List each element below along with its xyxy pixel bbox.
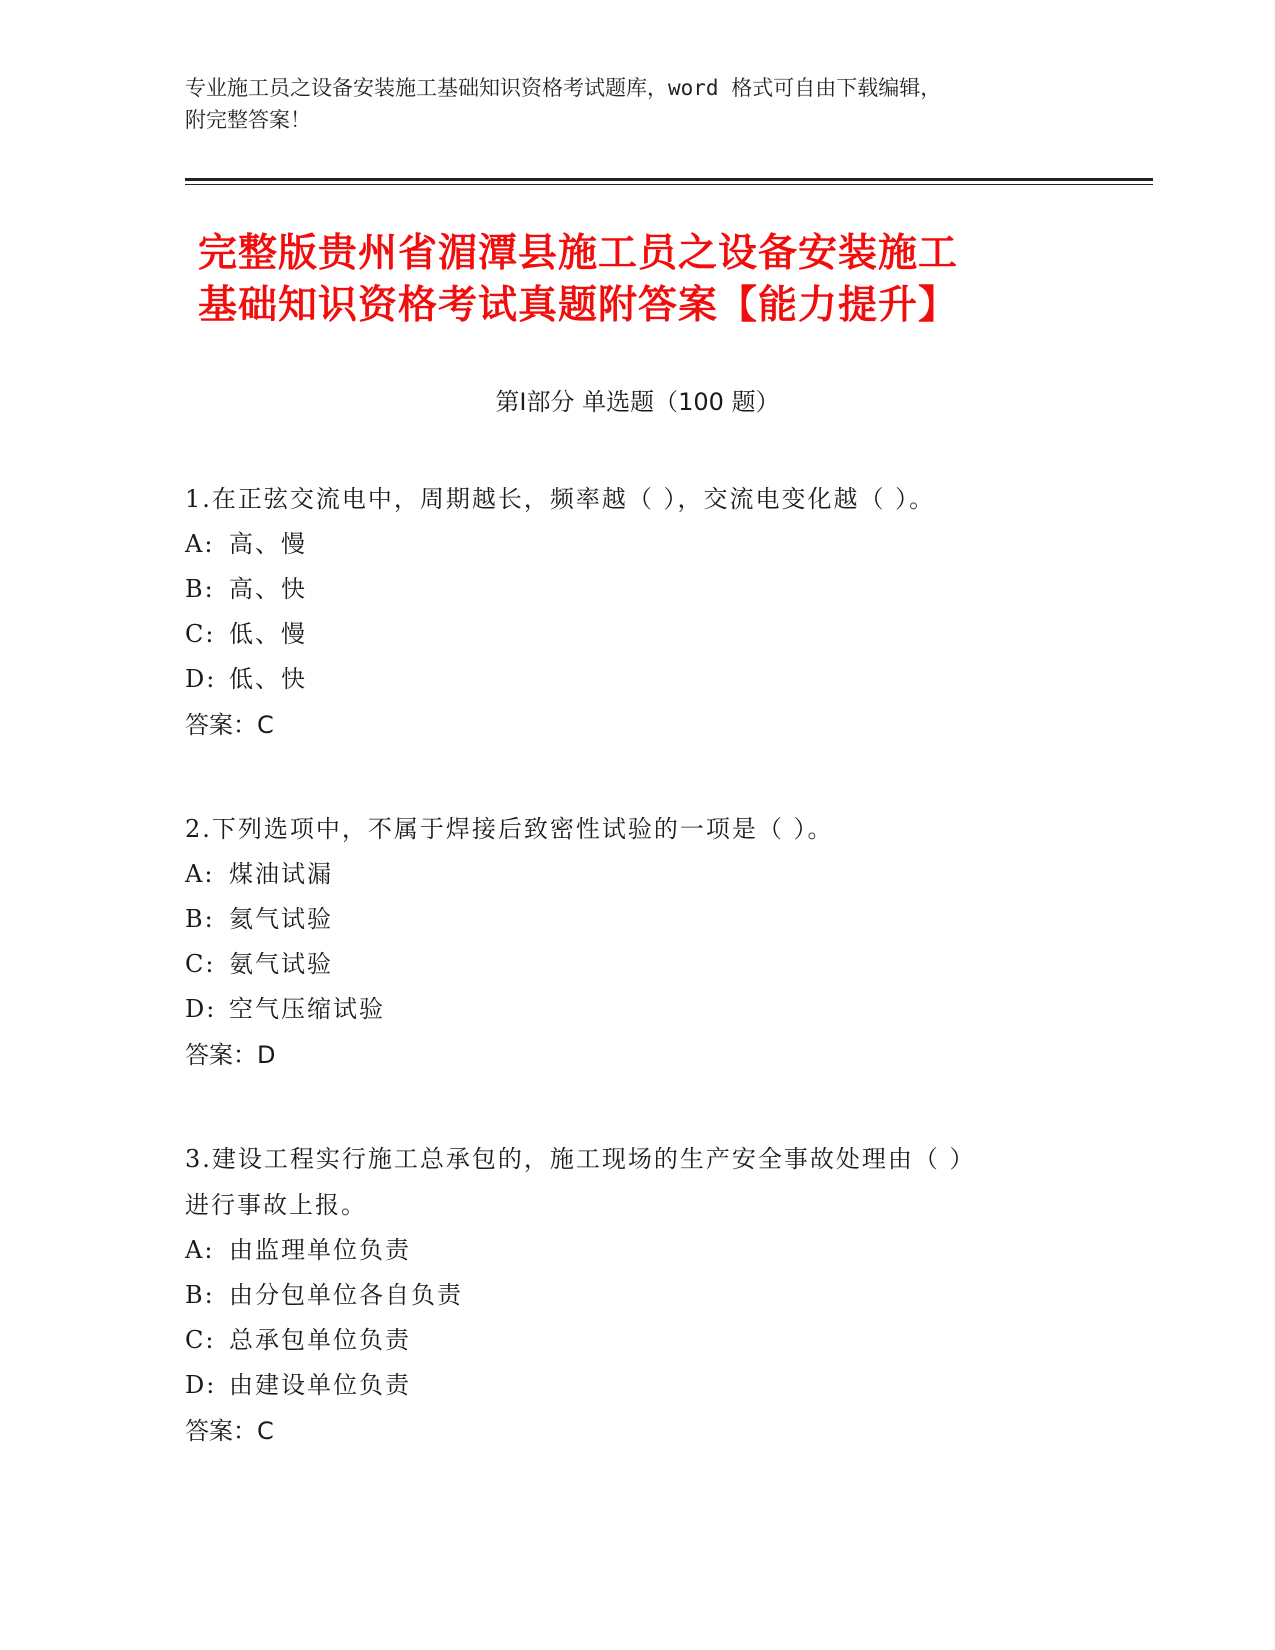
- header-note-line-2: 附完整答案！: [185, 108, 311, 132]
- option-text: 氦气试验: [229, 905, 333, 933]
- section-heading: 第Ⅰ部分 单选题（100 题）: [495, 388, 780, 416]
- header-note: [185, 72, 1065, 136]
- header-rule-thick: [185, 178, 1153, 181]
- option-text: 总承包单位负责: [229, 1326, 411, 1354]
- option-letter: C:: [185, 620, 216, 648]
- option-text: 由监理单位负责: [229, 1236, 411, 1264]
- option-c: [185, 942, 1065, 987]
- question-stem-line-2: 进行事故上报。: [185, 1191, 367, 1219]
- option-text: 煤油试漏: [229, 860, 333, 888]
- question-stem: 1.在正弦交流电中，周期越长，频率越（ ），交流电变化越（ ）。: [185, 485, 936, 513]
- option-b: [185, 567, 1065, 612]
- header-rule-thin: [185, 184, 1153, 185]
- question-stem-line-1: 3.建设工程实行施工总承包的，施工现场的生产安全事故处理由（ ）: [185, 1145, 976, 1173]
- header-note-line-1: 专业施工员之设备安装施工基础知识资格考试题库，word 格式可自由下载编辑，: [185, 76, 942, 100]
- option-c: [185, 1318, 1065, 1363]
- answer-line: 答案：C: [185, 711, 274, 739]
- option-a: [185, 852, 1065, 897]
- answer-line: 答案：C: [185, 1417, 274, 1445]
- option-text: 高、慢: [229, 530, 307, 558]
- option-c: [185, 612, 1065, 657]
- option-d: [185, 987, 1065, 1032]
- option-a: [185, 522, 1065, 567]
- option-d: [185, 1363, 1065, 1408]
- option-letter: D:: [185, 995, 217, 1023]
- option-letter: D:: [185, 1371, 217, 1399]
- option-b: [185, 897, 1065, 942]
- option-text: 氨气试验: [229, 950, 333, 978]
- option-text: 空气压缩试验: [229, 995, 385, 1023]
- option-letter: B:: [185, 575, 215, 603]
- option-letter: D:: [185, 665, 217, 693]
- question-2: [185, 806, 1065, 1078]
- option-text: 由分包单位各自负责: [229, 1281, 463, 1309]
- option-letter: C:: [185, 1326, 216, 1354]
- option-letter: C:: [185, 950, 216, 978]
- option-text: 低、慢: [229, 620, 307, 648]
- option-d: [185, 657, 1065, 702]
- option-letter: A:: [185, 860, 215, 888]
- question-list: [185, 476, 1065, 1512]
- option-a: [185, 1228, 1065, 1273]
- question-1: [185, 476, 1065, 748]
- question-stem: 2.下列选项中，不属于焊接后致密性试验的一项是（ ）。: [185, 815, 834, 843]
- document-title-line-1: 完整版贵州省湄潭县施工员之设备安装施工: [198, 231, 959, 276]
- option-b: [185, 1273, 1065, 1318]
- option-text: 低、快: [229, 665, 307, 693]
- option-letter: A:: [185, 530, 215, 558]
- option-letter: B:: [185, 905, 215, 933]
- option-letter: A:: [185, 1236, 215, 1264]
- document-title: [198, 228, 1098, 332]
- option-text: 高、快: [229, 575, 307, 603]
- option-text: 由建设单位负责: [229, 1371, 411, 1399]
- answer-line: 答案：D: [185, 1041, 276, 1069]
- document-title-line-2: 基础知识资格考试真题附答案【能力提升】: [198, 283, 959, 328]
- question-3: [185, 1136, 1065, 1454]
- option-letter: B:: [185, 1281, 215, 1309]
